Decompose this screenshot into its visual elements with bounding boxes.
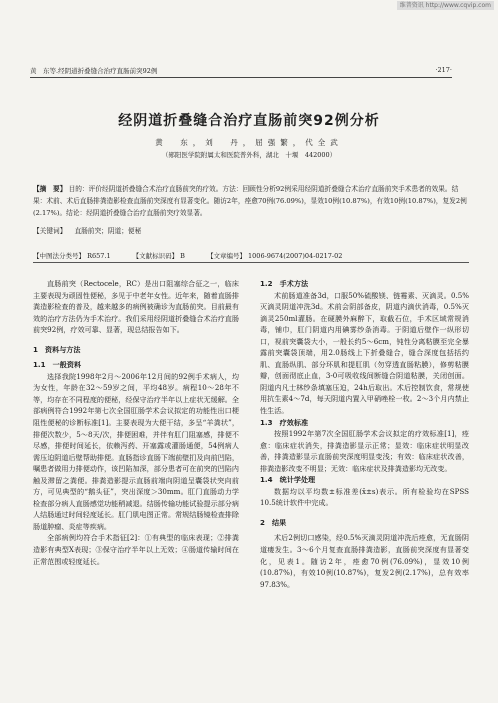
surgery-paragraph: 术前肠道准备3d，口服50%硫酸镁、链霉素、灭滴灵。0.5%灭滴灵阴道冲洗3d。术前会阴部备皮，阴道内滴伏消毒，0.5%灭滴灵250ml灌肠。在硬膜外麻醉下，取截石位，手术区域常规消毒，铺巾，肛门阴道内用碘雾纱条消毒。于阴道后壁作一纵形切口，视前突囊袋大小，一般长约5～6cm，钝性分离粘膜至完全暴露前突囊袋顶端，用2.0肠线上下折叠缝合，缝合深度包括括约肌、直肠纵肌、部分环肌和提肛肌（勿穿透直肠粘膜），修剪粘膜瓣，创面彻底止血，3-0可吸收线间断缝合阴道粘膜，关闭创面。阴道内凡士林纱条填塞压迫，24h后取出。术后控制饮食，常规使用抗生素4～7d，每天阴道内置入甲硝唑栓一枚。2～3个月内禁止性生活。	[260, 290, 469, 416]
results-paragraph: 术后2例切口感染，经0.5%灭滴灵阴道冲洗后痊愈，无直肠阴道瘘发生。3～6个月复查直肠排粪造影，直肠前突深度有显著变化，见表1。随访2年，痊愈70例(76.09%)，显效10例(10.87%)，有效10例(10.87%)，复发2例(2.17%)，总有效率97.83%。	[260, 533, 469, 589]
criteria-paragraph: 按照1992年第7次全国肛肠学术会议拟定的疗效标准[1]，痊愈：临床症状消失，排粪造影显示正常；显效：临床症状明显改善，排粪造影显示直肠前突深度明显变浅；有效：临床症状改善，排粪造影改变不明显；无效：临床症状及排粪造影均无改变。	[260, 429, 469, 473]
keywords-text: 直肠前突；阴道；便秘	[74, 227, 142, 235]
abstract-text: 目的：评价经阴道折叠缝合术治疗直肠前突的疗效。方法：回顾性分析92例采用经阴道折叠缝合术治疗直肠前突手术患者的效果。结果：术前、术后直肠排粪造影检查直肠前突深度有显著变化。随访2年，痊愈70例(76.09%)，显效10例(10.87%)，有效10例(10.87%)，复发2例(2.17%)。结论：经阴道折叠缝合治疗直肠前突疗效显著。	[33, 185, 467, 218]
article-title: 经阴道折叠缝合治疗直肠前突92例分析	[118, 113, 380, 129]
section-divider	[33, 262, 469, 263]
intro-paragraph: 直肠前突（Rectocele，RC）是出口阻塞综合征之一，临床主要表现为顽固性便秘，多见于中老年女性。近年来，随着直肠排粪造影检查的普及，越来越多的病例被确诊为直肠前突。目前最有效的治疗方法仍为手术治疗。我们采用经阴道折叠缝合术治疗直肠前突92例，疗效可靠、显著，现总结报告如下。	[33, 279, 239, 335]
general-data-paragraph: 选择我院1998年2月～2006年12月间的92例手术病人，均为女性，年龄在32～59岁之间，平均48岁。病程10～28年不等，均存在不同程度的便秘，经保守治疗半年以上症状无缓解。全部病例符合1992年第七次全国肛肠学术会议拟定的功能性出口梗阻性便秘的诊断标准[1]。主要表现为大便干结，多呈“羊粪状”，排便次数少，5～8天/次，排便困难，并伴有肛门阻塞感，排便不尽感，排便时间延长，依赖泻药、开塞露或灌肠通便，54例病人需压迫阴道后壁帮助排便。直肠指诊直肠下端前壁扪及向前凹陷，嘱患者做用力排便动作，该凹陷加深，部分患者可在前突的凹陷内触及滞留之粪便。排粪造影提示直肠前端向阴道呈囊袋状突向前方，可见典型的“鹅头征”，突出深度＞30mm。肛门直肠动力学检查部分病人直肠感觉功能稍减退。结肠传输功能试验提示部分病人结肠通过时间轻度延长。肛门肌电图正常。常规结肠镜检查排除肠道肿瘤、炎症等疾病。	[33, 371, 239, 531]
section-heading-results: 2 结果	[260, 517, 287, 527]
classification-line	[33, 251, 469, 260]
body-column-left	[33, 278, 239, 567]
abstract-block	[33, 183, 469, 220]
clc-field	[33, 251, 111, 260]
article-authors: 黄 东，刘 丹，屈强繁，代全武	[155, 138, 343, 147]
page-number: ·217·	[435, 66, 452, 74]
running-header-left: 黄 东等.经阴道折叠缝合治疗直肠前突92例	[30, 67, 158, 75]
keywords-block	[33, 226, 469, 237]
subsection-heading-general: 1.1 一般资料	[33, 360, 82, 370]
article-number-field	[207, 251, 342, 260]
indication-paragraph: 全部病例均符合手术指征[2]：①有典型的临床表现；②排粪造影有典型X表现；③保守治疗半年以上无效；④肠道传输时间在正常范围或轻度延长。	[33, 533, 239, 566]
article-number-label: 【文章编号】	[206, 252, 246, 260]
doc-code-value: B	[180, 252, 185, 260]
running-header	[30, 66, 452, 78]
abstract-label: 【摘 要】	[33, 185, 67, 193]
doc-code-label: 【文献标识码】	[132, 252, 179, 260]
clc-label: 【中图法分类号】	[33, 252, 85, 260]
clc-value: R657.1	[87, 252, 111, 260]
subsection-heading-surgery: 1.2 手术方法	[260, 279, 309, 288]
section-heading-methods: 1 资料与方法	[33, 344, 81, 354]
article-number-value: 1006-9674(2007)04-0217-02	[248, 252, 343, 260]
subsection-heading-statistics: 1.4 统计学处理	[260, 475, 316, 485]
subsection-heading-criteria: 1.3 疗效标准	[260, 417, 309, 427]
article-affiliation: （郧阳医学院附属太和医院普外科，湖北 十堰 442000）	[161, 151, 337, 159]
doc-code-field	[133, 251, 185, 260]
watermark: 维普资讯 http://www.cqvip.com	[397, 1, 494, 10]
statistics-paragraph: 数据均以平均数±标准差(x̄±s)表示。所有检验均在SPSS 10.5统计软件中完成。	[260, 486, 469, 508]
keywords-label: 【关键词】	[33, 227, 67, 235]
body-column-right	[260, 278, 469, 590]
